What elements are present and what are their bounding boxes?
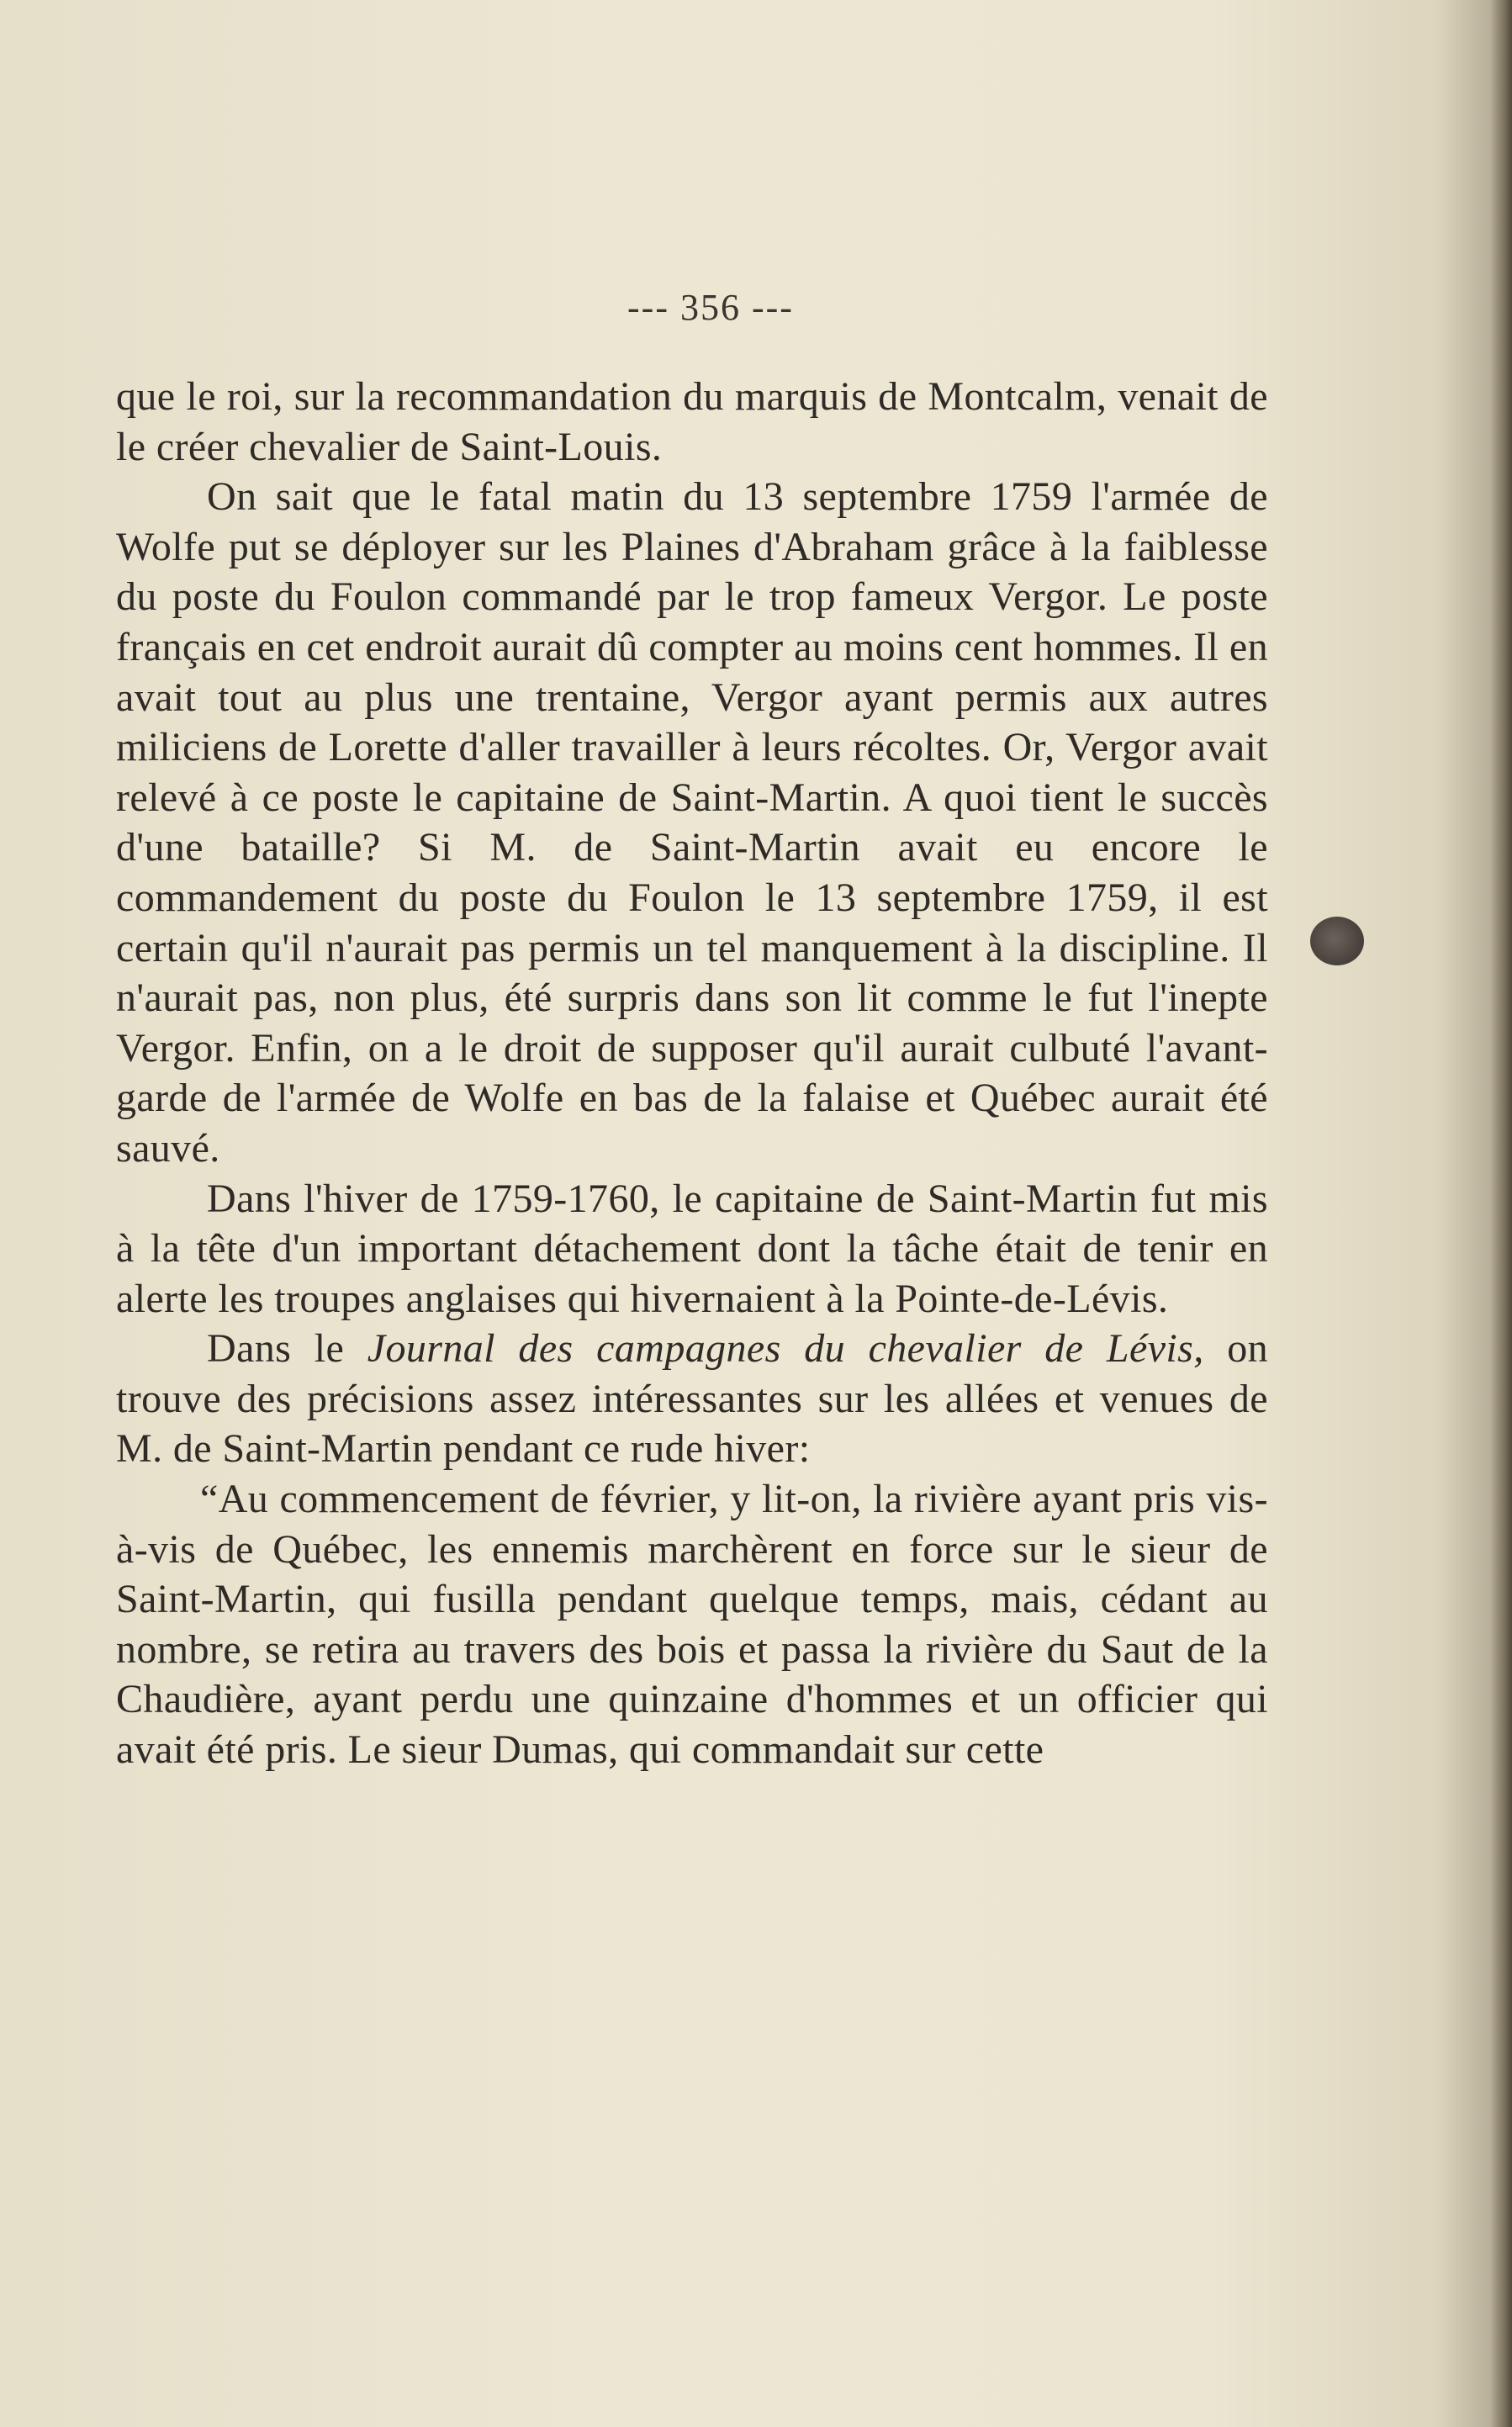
paragraph-quotation: “Au commencement de février, y lit-on, la rivière ayant pris vis-à-vis de Québec, les ennemis marchèrent en force sur le sieur de Saint-Martin, qui fusilla pendant quelque temps, mais, cédant au nombre, se retira au travers des bois et passa la rivière du Saut de la Chaudière, ayant perdu une quinzaine d'hommes et un officier qui avait été pris. Le sieur Dumas, qui commandait sur cette bbox=[116, 1477, 1268, 1773]
page-number: --- 356 --- bbox=[627, 287, 794, 328]
journal-title: Journal des campagnes du chevalier de Lévis, bbox=[367, 1326, 1204, 1372]
binding-hole bbox=[1310, 917, 1364, 965]
body-text bbox=[116, 372, 1268, 1775]
journal-rest: on trouve des précisions assez intéressantes sur les allées et venues de M. de Saint-Martin pendant ce rude hiver: bbox=[116, 1326, 1268, 1472]
page-edge-shadow bbox=[1490, 0, 1512, 2427]
paragraph-continuation: que le roi, sur la recommandation du marquis de Montcalm, venait de le créer chevalier de Saint-Louis. bbox=[116, 374, 1268, 469]
paragraph-journal bbox=[116, 1324, 1268, 1474]
paragraph-winter: Dans l'hiver de 1759-1760, le capitaine de Saint-Martin fut mis à la tête d'un important détachement dont la tâche était de tenir en alerte les troupes anglaises qui hivernaient à la Pointe-de-Lévis. bbox=[116, 1176, 1268, 1321]
paragraph-vergor: On sait que le fatal matin du 13 septembre 1759 l'armée de Wolfe put se déployer sur les Plaines d'Abraham grâce à la faiblesse du poste du Foulon commandé par le trop fameux Vergor. Le poste français en cet endroit aurait dû compter au moins cent hommes. Il en avait tout au plus une trentaine, Vergor ayant permis aux autres miliciens de Lorette d'aller travailler à leurs récoltes. Or, Vergor avait relevé à ce poste le capitaine de Saint-Martin. A quoi tient le succès d'une bataille? Si M. de Saint-Martin avait eu encore le commandement du poste du Foulon le 13 septembre 1759, il est certain qu'il n'aurait pas permis un tel manquement à la discipline. Il n'aurait pas, non plus, été surpris dans son lit comme le fut l'inepte Vergor. Enfin, on a le droit de supposer qu'il aurait culbuté l'avant-garde de l'armée de Wolfe en bas de la falaise et Québec aurait été sauvé. bbox=[116, 474, 1268, 1171]
journal-intro: Dans le bbox=[207, 1326, 367, 1372]
